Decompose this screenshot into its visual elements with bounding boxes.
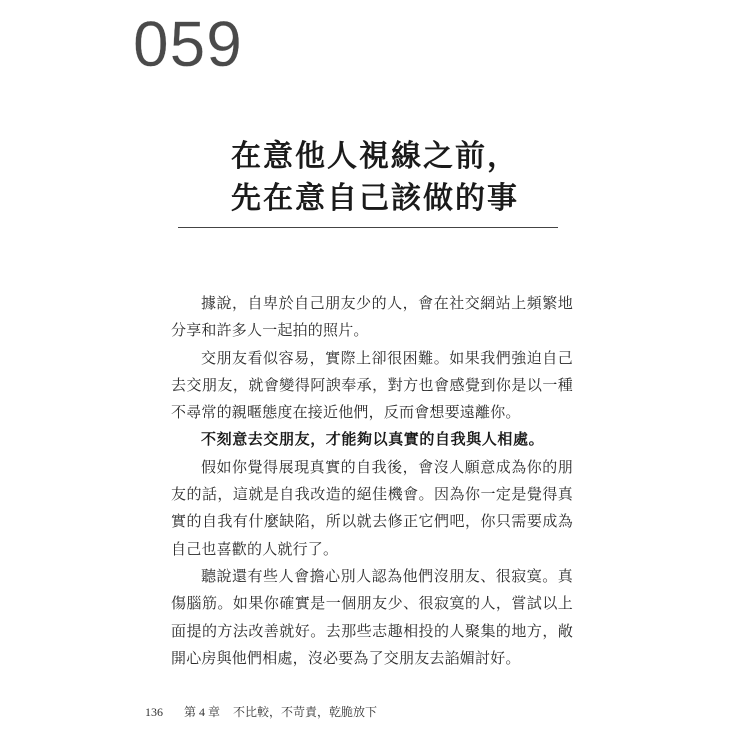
chapter-title-line-1: 在意他人視線之前， [231,139,519,174]
footer-chapter-title: 不比較，不苛責，乾脆放下 [233,705,378,719]
footer-chapter-label: 第 4 章 [184,705,221,719]
page-number: 136 [145,705,163,719]
chapter-number: 059 [133,8,243,80]
paragraph-2: 交朋友看似容易，實際上卻很困難。如果我們強迫自己去交朋友，就會變得阿諛奉承，對方也會感覺到你是以一種不尋常的親暱態度在接近他們，反而會想要遠離你。 [171,348,573,422]
body-text [171,290,573,672]
chapter-title-line-2: 先在意自己該做的事 [231,181,519,216]
paragraph-4: 假如你覺得展現真實的自我後，會沒人願意成為你的朋友的話，這就是自我改造的絕佳機會。因為你一定是覺得真實的自我有什麼缺陷，所以就去修正它們吧，你只需要成為自己也喜歡的人就行了。 [171,457,573,558]
page-footer [145,703,377,720]
paragraph-3-emphasis: 不刻意去交朋友，才能夠以真實的自我與人相處。 [201,430,545,449]
paragraph-1: 據說，自卑於自己朋友少的人，會在社交網站上頻繁地分享和許多人一起拍的照片。 [171,294,573,340]
title-divider [178,227,558,228]
paragraph-5: 聽說還有些人會擔心別人認為他們沒朋友、很寂寞。真傷腦筋。如果你確實是一個朋友少、很寂寞的人，嘗試以上面提的方法改善就好。去那些志趣相投的人聚集的地方，敞開心房與他們相處，沒必要為了交朋友去諂媚討好。 [171,566,573,667]
chapter-title [0,136,750,220]
